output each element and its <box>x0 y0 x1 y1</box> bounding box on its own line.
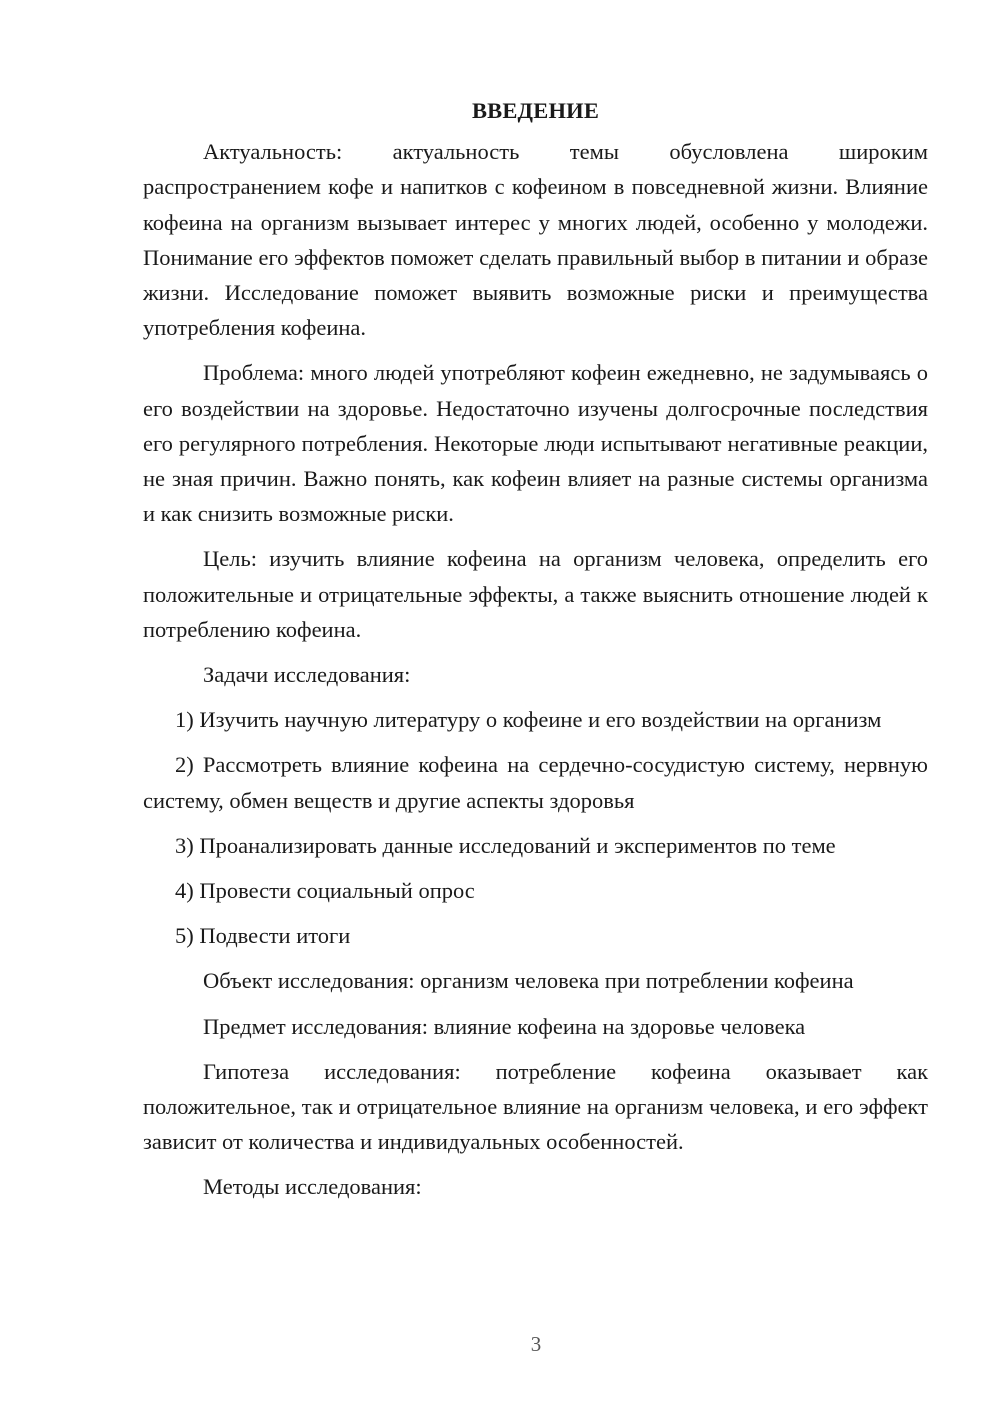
research-object: Объект исследования: организм человека при потреблении кофеина <box>203 968 854 994</box>
tasks-heading: Задачи исследования: <box>203 662 411 688</box>
task-item: 5) Подвести итоги <box>175 923 351 949</box>
task-item: 1) Изучить научную литературу о кофеине и его воздействии на организм <box>175 707 882 733</box>
goal-paragraph: Цель: изучить влияние кофеина на организм человека, определить его положительные и отрицательные эффекты, а также выяснить отношение людей к потреблению кофеина. <box>143 546 928 642</box>
task-item: 3) Проанализировать данные исследований и экспериментов по теме <box>175 832 836 858</box>
research-hypothesis: Гипотеза исследования: потребление кофеина оказывает как положительное, так и отрицательное влияние на организм человека, и его эффект зависит от количества и индивидуальных особенностей. <box>143 1058 928 1155</box>
task-item: 2) Рассмотреть влияние кофеина на сердечно-сосудистую систему, нервную систему, обмен веществ и другие аспекты здоровья <box>143 752 928 813</box>
problem-paragraph: Проблема: много людей употребляют кофеин ежедневно, не задумываясь о его воздействии на здоровье. Недостаточно изучены долгосрочные последствия его регулярного потребления. Некоторые люди испытывают негативные реакции, не зная причин. Важно понять, как кофеин влияет на разные системы организма и как снизить возможные риски. <box>143 360 928 527</box>
page-number: 3 <box>530 1332 542 1356</box>
relevance-paragraph: Актуальность: актуальность темы обусловлена широким распространением кофе и напитков с кофеином в повседневной жизни. Влияние кофеина на организм вызывает интерес у многих людей, особенно у молодежи. Понимание его эффектов поможет сделать правильный выбор в питании и образе жизни. Исследование поможет выявить возможные риски и преимущества употребления кофеина. <box>143 139 928 341</box>
research-methods: Методы исследования: <box>203 1174 422 1200</box>
task-item: 4) Провести социальный опрос <box>175 878 475 904</box>
section-title: ВВЕДЕНИЕ <box>471 98 600 123</box>
research-subject: Предмет исследования: влияние кофеина на здоровье человека <box>203 1013 806 1039</box>
page-content <box>143 93 928 1215</box>
